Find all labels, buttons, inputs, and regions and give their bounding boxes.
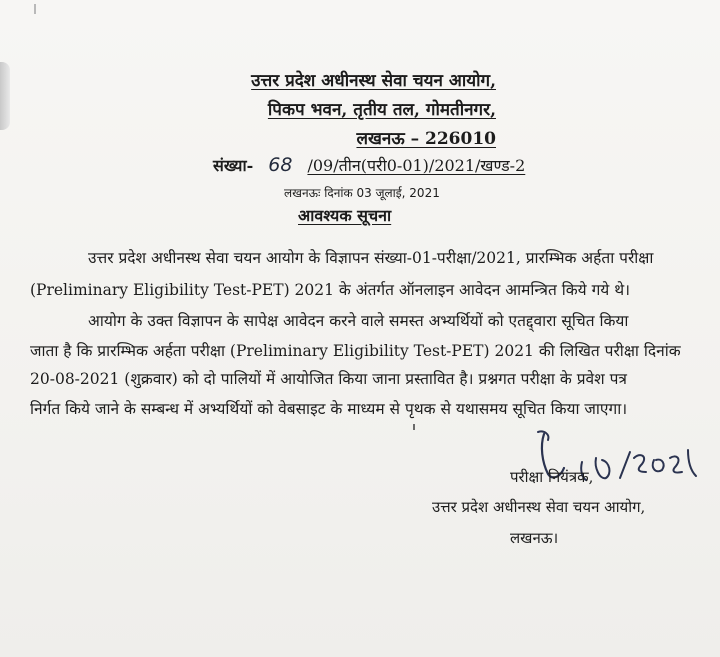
- reference-prefix: संख्या-: [213, 156, 254, 175]
- dateline: लखनऊः दिनांक 03 जूलाई, 2021: [284, 186, 440, 200]
- body-line: उत्तर प्रदेश अधीनस्थ सेवा चयन आयोग के विज्ञापन संख्या-01-परीक्षा/2021, प्रारम्भिक अर्हता परीक्षा: [88, 249, 654, 267]
- body-line: (Preliminary Eligibility Test-PET) 2021 के अंतर्गत ऑनलाइन आवेदन आमन्त्रित किये गये थे।: [30, 281, 630, 299]
- signatory-designation: परीक्षा नियंत्रक,: [510, 468, 594, 486]
- reference-number: [213, 154, 525, 176]
- header-organization: उत्तर प्रदेश अधीनस्थ सेवा चयन आयोग,: [251, 71, 496, 91]
- signatory-city: लखनऊ।: [510, 529, 559, 547]
- header-address: पिकप भवन, तृतीय तल, गोमतीनगर,: [267, 100, 496, 120]
- body-line: जाता है कि प्रारम्भिक अर्हता परीक्षा (Preliminary Eligibility Test-PET) 2021 की लिखित परीक्षा दिनांक: [30, 342, 681, 360]
- header-city-pin: लखनऊ – 226010: [356, 129, 496, 149]
- signatory-organization: उत्तर प्रदेश अधीनस्थ सेवा चयन आयोग,: [432, 498, 646, 516]
- notice-title: आवश्यक सूचना: [298, 206, 392, 225]
- body-line: 20-08-2021 (शुक्रवार) को दो पालियों में आयोजित किया जाना प्रस्तावित है। प्रश्नगत परीक्षा के प्रवेश पत्र: [30, 370, 627, 388]
- scan-speck: [34, 4, 36, 14]
- body-line: आयोग के उक्त विज्ञापन के सापेक्ष आवेदन करने वाले समस्त अभ्यर्थियों को एतद्द्वारा सूचित किया: [88, 312, 629, 330]
- reference-code: /09/तीन(परी0-01)/2021/खण्ड-2: [307, 156, 526, 175]
- body-line: निर्गत किये जाने के सम्बन्ध में अभ्यर्थियों को वेबसाइट के माध्यम से पृथक से यथासमय सूचित किया जाएगा।: [30, 400, 628, 418]
- scan-edge-mark: [0, 62, 10, 130]
- stray-pen-mark: [413, 424, 415, 430]
- reference-handwritten-number: 68: [268, 154, 293, 176]
